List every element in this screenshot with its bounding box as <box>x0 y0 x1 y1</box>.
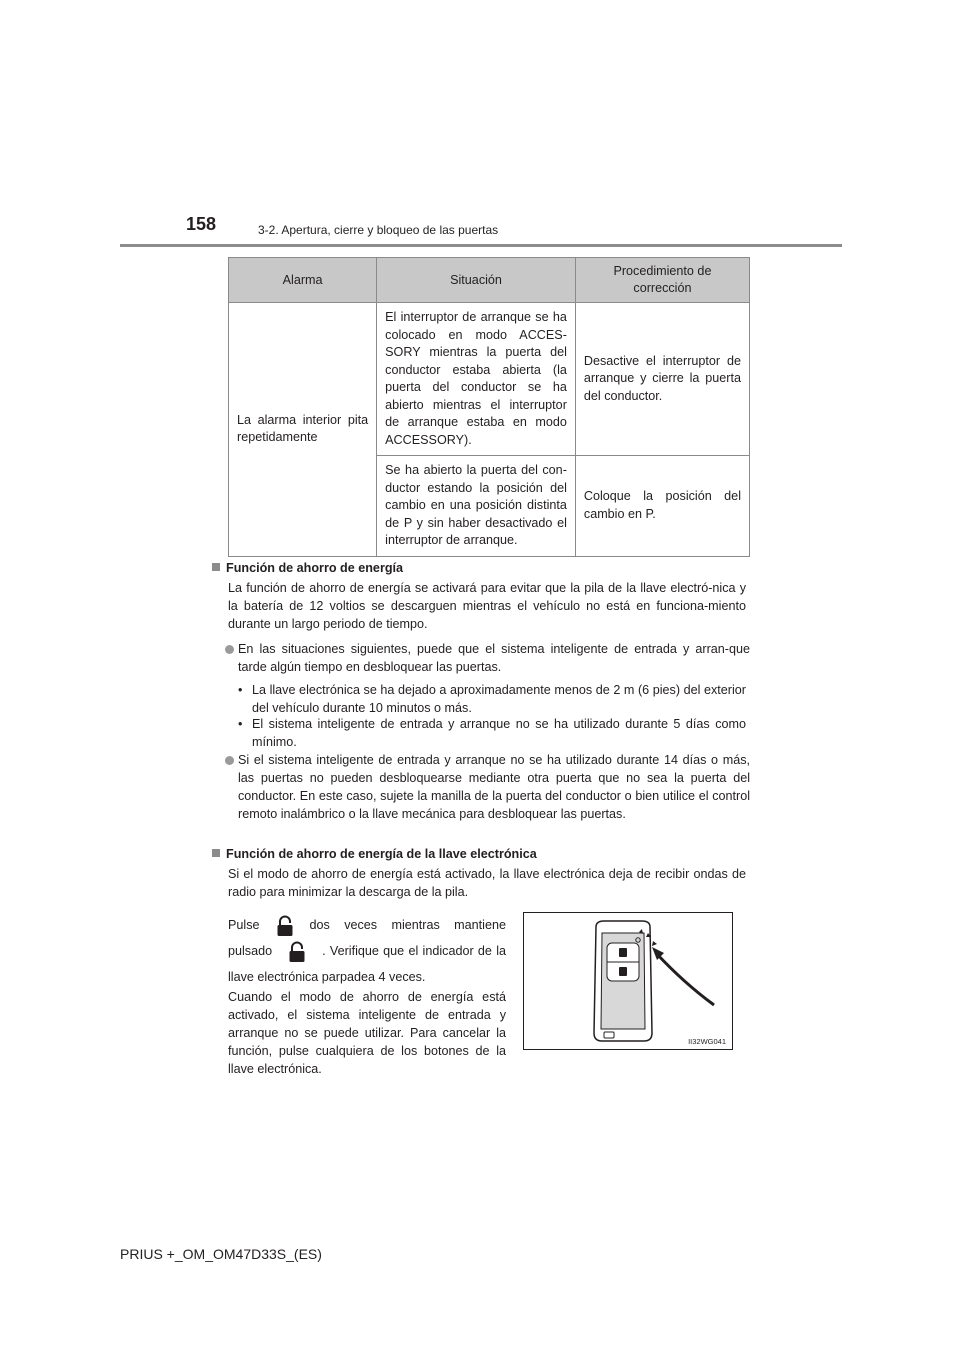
column-header-situation: Situación <box>377 258 576 303</box>
sub-bullet-marker: • <box>238 717 243 731</box>
smart-key-illustration <box>524 913 732 1049</box>
section-title: 3-2. Apertura, cierre y bloqueo de las puertas <box>258 223 499 237</box>
table-header-row <box>229 258 750 303</box>
energy-saving-intro: La función de ahorro de energía se activará para evitar que la pila de la llave electró-nica y la batería de 12 voltios se descarguen mientras el vehículo no está en funciona-miento durante un largo periodo de tiempo. <box>228 581 746 631</box>
lock-icon <box>276 915 294 937</box>
sub-bullet-marker: • <box>238 683 243 697</box>
situation-cell: El interruptor de arranque se ha colocado en modo ACCES-SORY mientras la puerta del conductor estaba abierta (la puerta del conductor se ha abierto mientras el interruptor de arranque estaba en modo ACCESSORY). <box>377 303 576 456</box>
energy-saving-sub-1: La llave electrónica se ha dejado a aproximadamente menos de 2 m (6 pies) del exterior del vehículo durante 10 minutos o más. <box>252 683 746 715</box>
instruction-text: Pulse <box>228 918 260 932</box>
energy-saving-bullet-2: Si el sistema inteligente de entrada y arranque no se ha utilizado durante 14 días o más, las puertas no pueden desbloquearse mediante otra puerta que no sea la puerta del conductor. En este caso, sujete la manilla de la puerta del conductor o bien utilice el control remoto inalámbrico o la llave mecánica para desbloquear las puertas. <box>238 753 750 821</box>
heading-square-icon <box>212 849 220 857</box>
correction-cell: Coloque la posición del cambio en P. <box>575 456 749 557</box>
energy-saving-heading-text: Función de ahorro de energía <box>226 561 404 575</box>
energy-saving-sub-2: El sistema inteligente de entrada y arranque no se ha utilizado durante 5 días como mínimo. <box>252 717 746 749</box>
energy-saving-heading <box>212 559 403 577</box>
alarm-table <box>228 257 750 557</box>
column-header-correction: Procedimiento de corrección <box>575 258 749 303</box>
alarm-cell: La alarma interior pita repetidamente <box>229 303 377 557</box>
key-saving-heading-text: Función de ahorro de energía de la llave electrónica <box>226 847 537 861</box>
instruction-text: . Verifique que el indicador de la llave electrónica parpadea 4 veces. <box>228 944 506 984</box>
table-row <box>229 303 750 456</box>
key-saving-intro: Si el modo de ahorro de energía está activado, la llave electrónica deja de recibir ondas de radio para minimizar la descarga de la pila. <box>228 867 746 899</box>
bullet-dot-icon <box>225 756 234 765</box>
bullet-dot-icon <box>225 645 234 654</box>
column-header-alarm: Alarma <box>229 258 377 303</box>
instruction-text: dos veces mientras mantiene pulsado <box>228 918 506 958</box>
lock-icon <box>288 941 306 963</box>
situation-cell: Se ha abierto la puerta del con-ductor estando la posición del cambio en una posición distinta de P y sin haber desactivado el interruptor de arranque. <box>377 456 576 557</box>
energy-saving-bullet-1: En las situaciones siguientes, puede que el sistema inteligente de entrada y arran-que tarde algún tiempo en desbloquear las puertas. <box>238 642 750 674</box>
header-divider <box>120 244 842 247</box>
document-footer: PRIUS +_OM_OM47D33S_(ES) <box>120 1246 322 1262</box>
smart-key-figure <box>523 912 733 1050</box>
key-saving-instructions <box>228 912 506 990</box>
figure-code: II32WG041 <box>688 1037 726 1046</box>
key-saving-cancel-text: Cuando el modo de ahorro de energía está activado, el sistema inteligente de entrada y arranque no se puede utilizar. Para cancelar la función, pulse cualquiera de los botones de la llave electrónica. <box>228 990 506 1076</box>
page-number: 158 <box>186 214 217 234</box>
key-saving-heading <box>212 845 537 863</box>
correction-cell: Desactive el interruptor de arranque y cierre la puerta del conductor. <box>575 303 749 456</box>
heading-square-icon <box>212 563 220 571</box>
